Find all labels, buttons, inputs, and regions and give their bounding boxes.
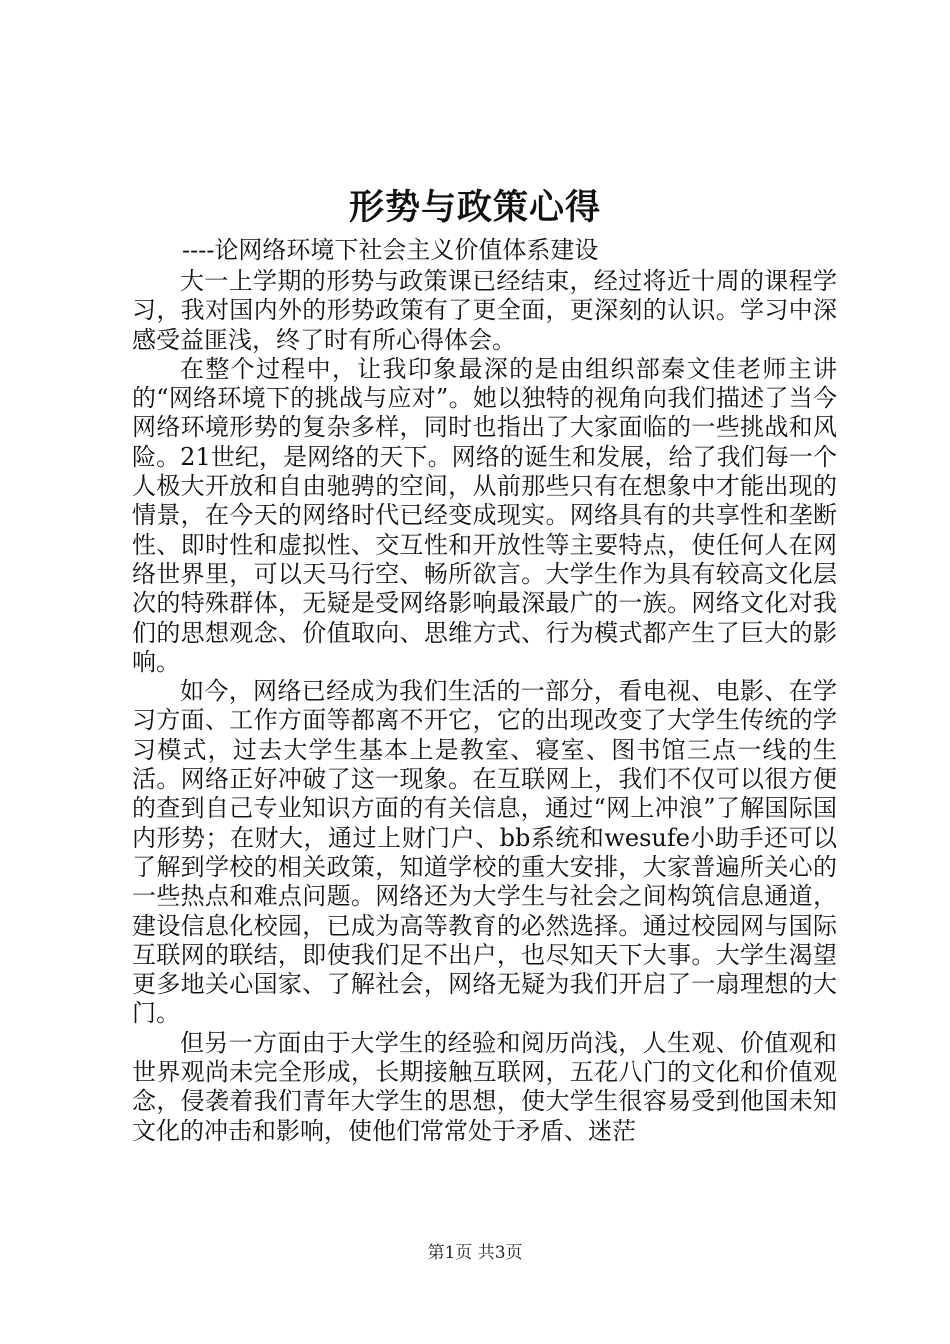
body-paragraph: 大一上学期的形势与政策课已经结束，经过将近十周的课程学习，我对国内外的形势政策有了更全面，更深刻的认识。学习中深感受益匪浅，终了时有所心得体会。 [132, 267, 837, 354]
body-paragraph: 在整个过程中，让我印象最深的是由组织部秦文佳老师主讲的“网络环境下的挑战与应对”。她以独特的视角向我们描述了当今网络环境形势的复杂多样，同时也指出了大家面临的一些挑战和风险。21世纪，是网络的天下。网络的诞生和发展，给了我们每一个人极大开放和自由驰骋的空间，从前那些只有在想象中才能出现的情景，在今天的网络时代已经变成现实。网络具有的共享性和垄断性、即时性和虚拟性、交互性和开放性等主要特点，使任何人在网络世界里，可以天马行空、畅所欲言。大学生作为具有较高文化层次的特殊群体，无疑是受网络影响最深最广的一族。网络文化对我们的思想观念、价值取向、思维方式、行为模式都产生了巨大的影响。 [132, 354, 837, 676]
document-title: 形势与政策心得 [348, 187, 601, 228]
body-paragraph: 但另一方面由于大学生的经验和阅历尚浅，人生观、价值观和世界观尚未完全形成，长期接触互联网，五花八门的文化和价值观念，侵袭着我们青年大学生的思想，使大学生很容易受到他国未知文化的冲击和影响，使他们常常处于矛盾、迷茫 [132, 1028, 837, 1145]
body-paragraph: 如今，网络已经成为我们生活的一部分，看电视、电影、在学习方面、工作方面等都离不开它，它的出现改变了大学生传统的学习模式，过去大学生基本上是教室、寝室、图书馆三点一线的生活。网络正好冲破了这一现象。在互联网上，我们不仅可以很方便的查到自己专业知识方面的有关信息，通过“网上冲浪”了解国际国内形势；在财大，通过上财门户、bb系统和wesufe小助手还可以了解到学校的相关政策，知道学校的重大安排，大家普遍所关心的一些热点和难点问题。网络还为大学生与社会之间构筑信息通道，建设信息化校园，已成为高等教育的必然选择。通过校园网与国际互联网的联结，即使我们足不出户，也尽知天下大事。大学生渴望更多地关心国家、了解社会，网络无疑为我们开启了一扇理想的大门。 [132, 677, 837, 1028]
document-subtitle: ----论网络环境下社会主义价值体系建设 [182, 236, 599, 264]
document-body [132, 267, 837, 1146]
page-footer: 第1页 共3页 [427, 1243, 523, 1263]
